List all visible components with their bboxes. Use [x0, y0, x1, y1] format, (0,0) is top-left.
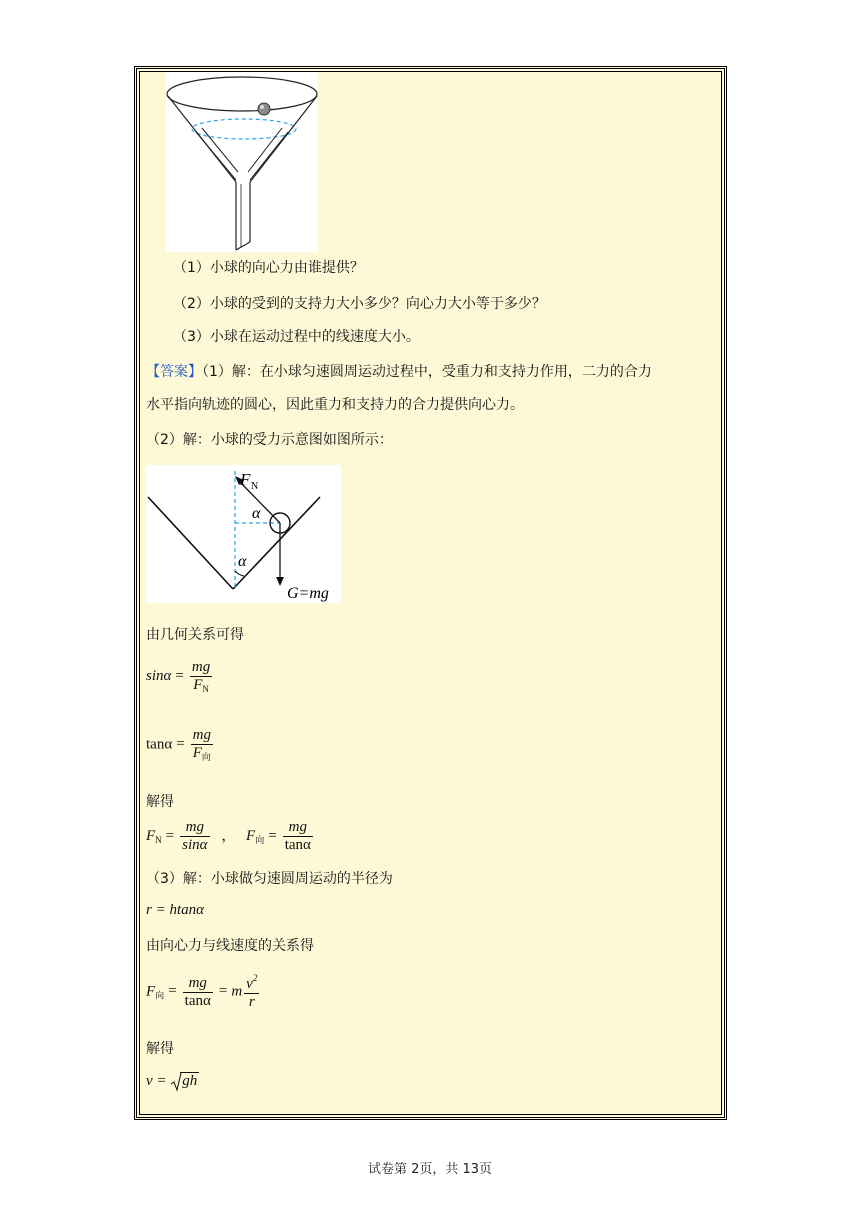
force-diagram-drawing [146, 465, 341, 603]
sin-den-f: F [193, 677, 203, 693]
rel-num: mg [183, 975, 213, 993]
answer-part3-intro: （3）解：小球做匀速圆周运动的半径为 [146, 871, 393, 887]
relation-text: 由向心力与线速度的关系得 [146, 938, 314, 954]
answer-line-1 [146, 362, 652, 382]
tan-den-sub: 向 [201, 752, 211, 762]
solve-text-2: 解得 [146, 1041, 174, 1057]
rel-den: tanα [184, 992, 211, 1009]
rel-sub: 向 [155, 990, 165, 1001]
fn-result-sub: N [155, 834, 162, 845]
page-footer: 试卷第 2页，共 13页 [367, 1162, 493, 1177]
rel-m: m [231, 983, 243, 1000]
rel-v: v [246, 976, 253, 992]
fn-label: F [240, 470, 251, 489]
alpha-bottom: α [238, 553, 247, 570]
sin-numerator: mg [191, 659, 211, 675]
radius-formula: r = htanα [146, 902, 205, 918]
velocity-relation-formula: $F_向$ = $\frac{mg}{\tan\alpha}$ = m $\frac{v^2}{r}$ [146, 973, 258, 1010]
tan-formula: tanα = $\frac{mg}{F_向}$ [146, 727, 211, 762]
fn-subscript: N [251, 481, 259, 492]
velocity-result-formula [146, 1073, 199, 1090]
answer-line-2: 水平指向轨迹的圆心，因此重力和支持力的合力提供向心力。 [146, 397, 524, 413]
fx-result-f: F [246, 827, 256, 844]
sqrt-symbol [170, 1073, 199, 1090]
v-lhs: v = [146, 1073, 167, 1089]
fn-result-num: mg [180, 819, 209, 837]
force-diagram [146, 465, 341, 603]
answer-part1: （1）解：在小球匀速圆周运动过程中，受重力和支持力作用，二力的合力 [202, 364, 652, 380]
question-2: （2）小球的受到的支持力大小多少？向心力大小等于多少？ [173, 296, 546, 312]
answer-box [134, 66, 727, 1120]
rel-r: r [248, 994, 255, 1010]
sin-lhs: sinα [146, 667, 172, 684]
tan-den-f: F [192, 745, 202, 761]
tan-lhs: tanα [146, 736, 173, 753]
question-1: （1）小球的向心力由谁提供？ [173, 260, 364, 276]
sin-formula: sinα = $\frac{mg}{F_N}$ [146, 659, 211, 694]
rel-f: F [146, 983, 156, 1000]
solve-text-1: 解得 [146, 794, 174, 810]
fn-result-den: sinα [182, 837, 208, 853]
answer-part2-intro: （2）解：小球的受力示意图如图所示： [146, 432, 393, 448]
gravity-label: G=mg [287, 585, 329, 602]
fx-result-num: mg [283, 819, 313, 837]
sqrt-content: gh [182, 1073, 198, 1089]
tan-numerator: mg [192, 727, 211, 743]
answer-tag: 【答案】 [146, 364, 202, 380]
alpha-top: α [252, 505, 261, 522]
question-3: （3）小球在运动过程中的线速度大小。 [173, 329, 420, 345]
sqrt-icon [170, 1072, 182, 1092]
funnel-drawing [166, 72, 318, 252]
fn-result-f: F [146, 827, 156, 844]
funnel-figure [166, 72, 318, 252]
fx-result-den: tanα [284, 837, 311, 853]
comma: ， [221, 827, 237, 844]
sin-den-sub: N [202, 684, 209, 694]
result-formulas: $F_N$ = $\frac{mg}{\sin\alpha}$ ， $F_向$ = $\frac{mg}{\tan\alpha}$ [146, 819, 311, 853]
rel-sq: 2 [252, 973, 258, 983]
geometry-text: 由几何关系可得 [146, 627, 244, 643]
fx-result-sub: 向 [255, 834, 265, 845]
